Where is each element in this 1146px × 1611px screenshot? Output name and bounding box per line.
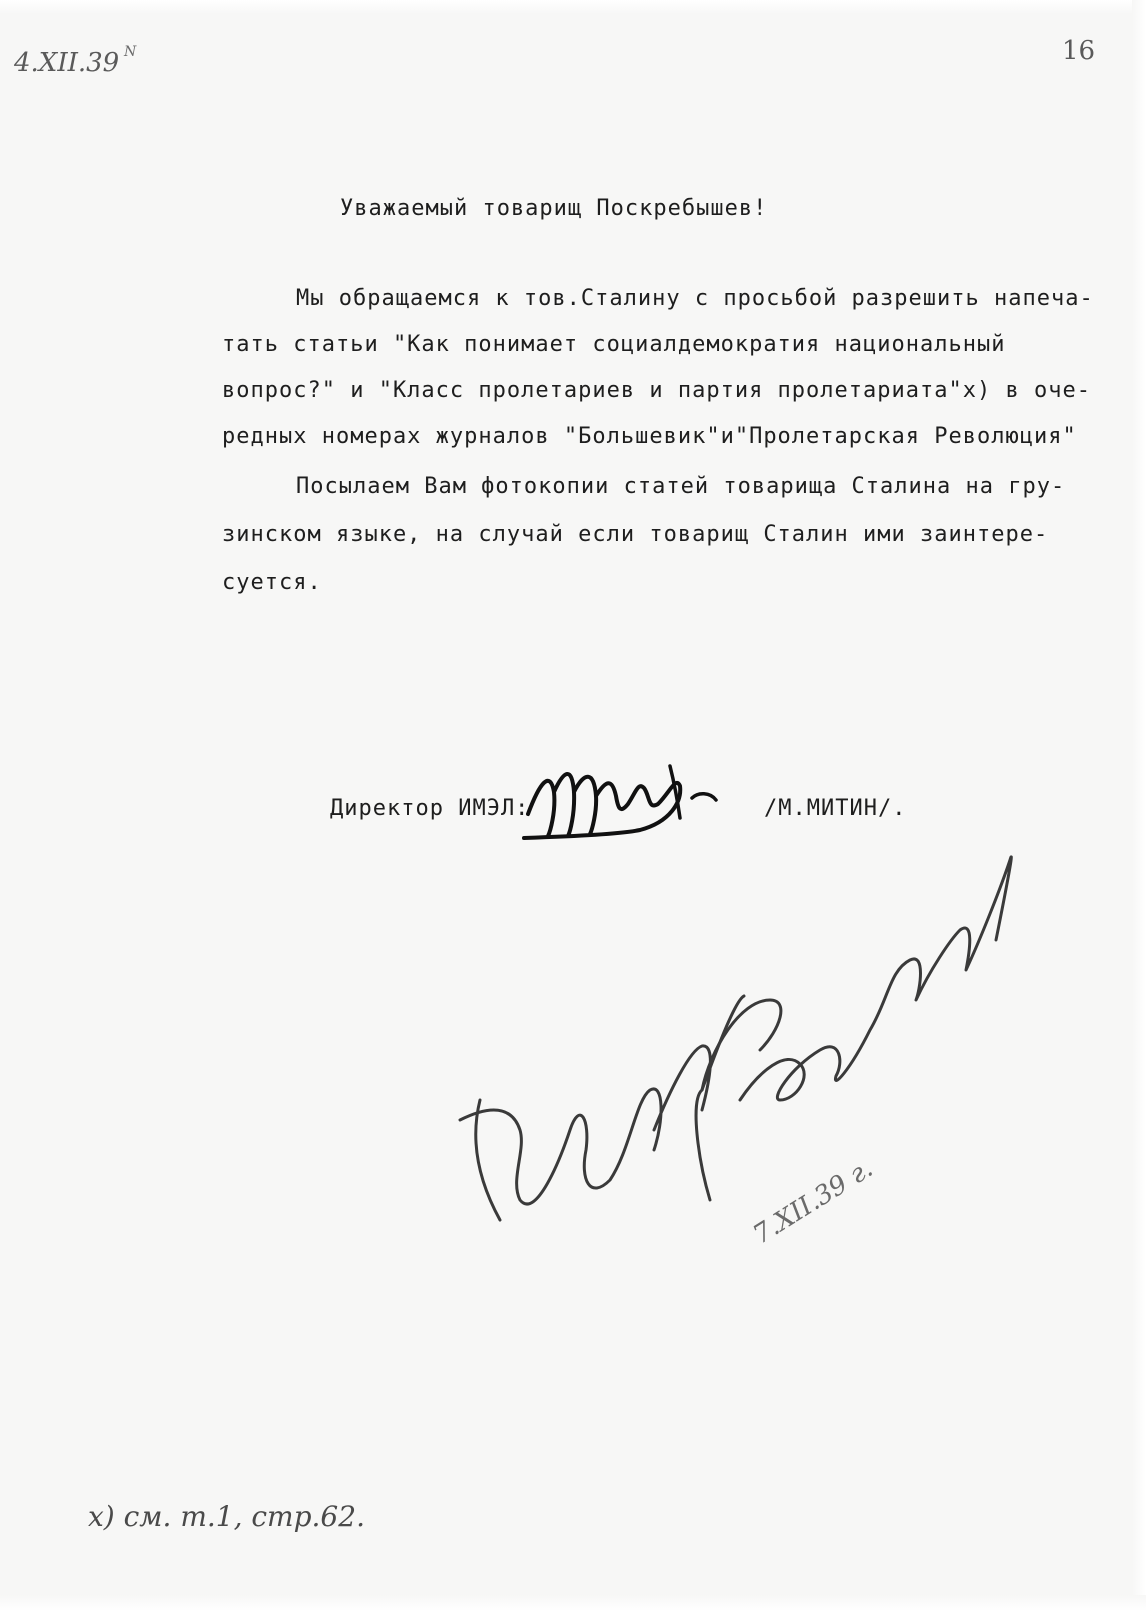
signature-label: Директор ИМЭЛ:	[330, 796, 530, 821]
letter-line-5: Посылаем Вам фотокопии статей товарища Сталина на гру-	[296, 474, 1066, 499]
stalin-resolution-handwriting	[440, 800, 1040, 1260]
resolution-date: 7.XII.39 г.	[748, 1153, 879, 1251]
archive-date-note: 4.XII.39	[14, 48, 120, 78]
letter-line-4: редных номерах журналов "Большевик"и"Пролетарская Революция"	[222, 424, 1077, 449]
page-edge-right	[1132, 0, 1146, 1611]
page-edge-top	[0, 0, 1146, 14]
page-edge-bottom	[0, 1595, 1146, 1611]
footnote: x) см. т.1, стр.62.	[88, 1500, 365, 1533]
letter-line-2: тать статьи "Как понимает социалдемократия национальный	[222, 332, 1006, 357]
letter-salutation: Уважаемый товарищ Поскребышев!	[340, 196, 768, 221]
letter-line-3: вопрос?" и "Класс пролетариев и партия пролетариата"x) в оче-	[222, 378, 1091, 403]
letter-line-6: зинском языке, на случай если товарищ Сталин ими заинтере-	[222, 522, 1049, 547]
page-number: 16	[1062, 36, 1096, 66]
signature-name: /М.МИТИН/.	[764, 796, 907, 821]
tick-mark: N	[124, 44, 137, 60]
letter-line-1: Мы обращаемся к тов.Сталину с просьбой разрешить напеча-	[296, 286, 1094, 311]
letter-line-7: суется.	[222, 570, 322, 595]
